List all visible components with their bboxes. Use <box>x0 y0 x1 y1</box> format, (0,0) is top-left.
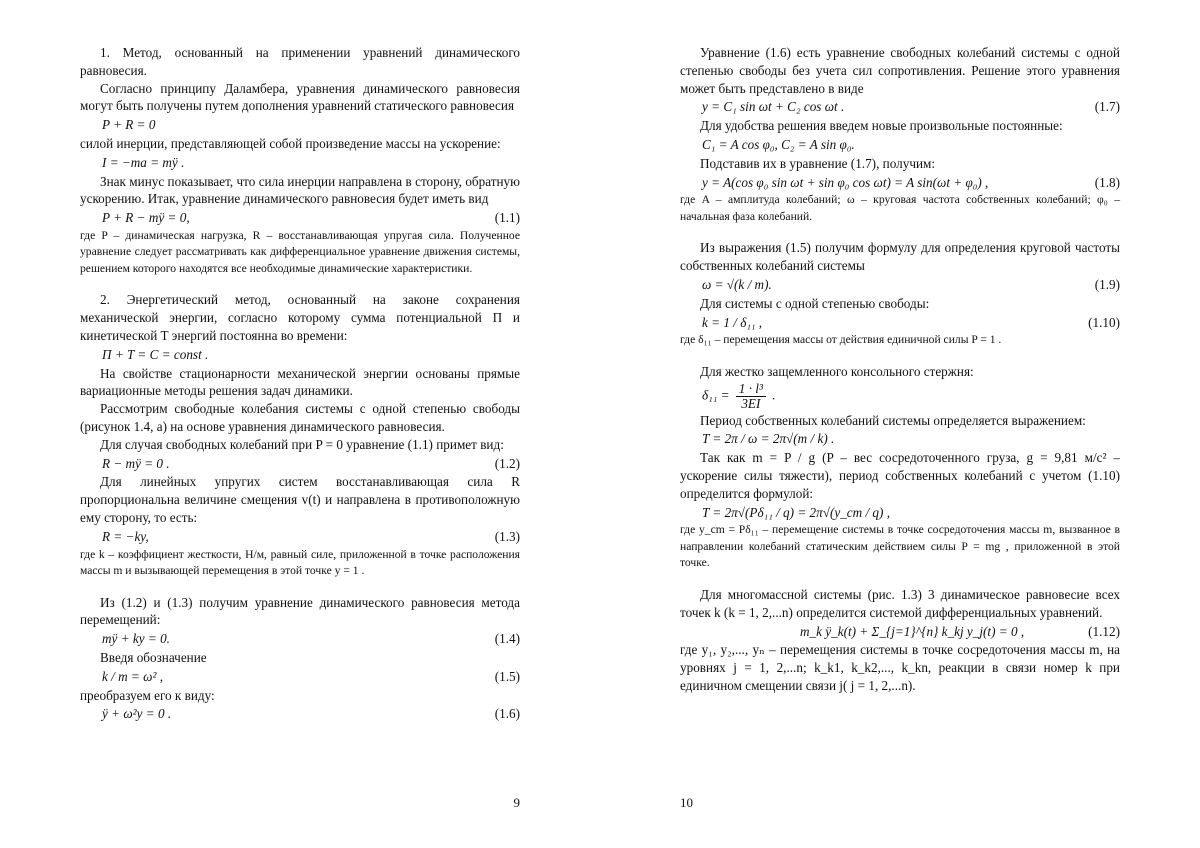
paragraph: Для удобства решения введем новые произвольные постоянные: <box>700 118 1063 134</box>
paragraph: Введя обозначение <box>100 650 207 666</box>
paragraph: где A – амплитуда колебаний; ω – круговая частота собственных колебаний; φ₀ – начальная фаза колебаний. <box>680 193 1120 223</box>
equation: ω = √(k / m). <box>702 276 772 292</box>
paragraph: На свойстве стационарности механической энергии основаны прямые вариационные методы решения задач динамики. <box>80 365 520 399</box>
paragraph: Уравнение (1.6) есть уравнение свободных колебаний системы с одной степенью свободы без учета сил сопротивления. Решение этого уравнения может быть представлено в виде <box>680 45 1120 96</box>
paragraph: Из выражения (1.5) получим формулу для определения круговой частоты собственных колебаний системы <box>680 240 1120 274</box>
equation: T = 2π√(Pδ₁₁ / q) = 2π√(y_cm / q) , <box>702 504 890 520</box>
paragraph: Так как m = P / g (P – вес сосредоточенного груза, g = 9,81 м/с² – ускорение силы тяжести), период собственных колебаний с учетом (1.10) определится формулой: <box>680 450 1120 501</box>
paragraph: 2. Энергетический метод, основанный на законе сохранения механической энергии, согласно которому сумма потенциальной П и кинетической T энергий постоянна во времени: <box>80 292 520 344</box>
page-right <box>680 44 1120 824</box>
page-left <box>80 44 520 824</box>
equation: P + R = 0 <box>102 117 156 133</box>
equation: P + R − mÿ = 0, <box>102 210 190 226</box>
paragraph: Из (1.2) и (1.3) получим уравнение динамического равновесия метода перемещений: <box>80 594 520 628</box>
equation: П + T = C = const . <box>102 346 209 362</box>
equation: k / m = ω² , <box>102 668 163 684</box>
page-number: 10 <box>680 795 693 811</box>
equation-number: (1.2) <box>494 455 520 471</box>
equation-row <box>80 630 520 648</box>
equation-number: (1.9) <box>1094 276 1120 292</box>
equation-number: (1.12) <box>1088 623 1120 639</box>
equation-number: (1.6) <box>494 706 520 722</box>
paragraph: 1. Метод, основанный на применении уравнений динамического равновесия. <box>80 45 520 78</box>
paragraph: где δ₁₁ – перемещения массы от действия единичной силы P = 1 . <box>680 333 1002 347</box>
paragraph: Подставив их в уравнение (1.7), получим: <box>700 155 936 171</box>
equation-row <box>680 623 1120 641</box>
paragraph: Для линейных упругих систем восстанавливающая сила R пропорциональна величине смещения v(t) и направлена в противоположную ему сторону, то есть: <box>80 474 520 526</box>
equation-number: (1.4) <box>494 631 520 647</box>
page-number: 9 <box>513 795 520 811</box>
equation: I = −ma = mÿ . <box>102 154 185 170</box>
equation-row <box>80 209 520 227</box>
equation-row <box>680 98 1120 116</box>
equation-row <box>680 314 1120 332</box>
paragraph: Рассмотрим свободные колебания системы с одной степенью свободы (рисунок 1.4, а) на основе уравнения динамического равновесия. <box>80 401 520 435</box>
equation-number: (1.10) <box>1088 314 1120 330</box>
fraction-denominator: 3EI <box>741 395 761 411</box>
equation-number: (1.3) <box>494 528 520 544</box>
equation: R − mÿ = 0 . <box>102 455 170 471</box>
equation-lhs: δ₁₁ = <box>702 387 730 403</box>
paragraph: Период собственных колебаний системы определяется выражением: <box>700 412 1086 428</box>
equation-number: (1.8) <box>1094 174 1120 190</box>
paragraph: где P – динамическая нагрузка, R – восстанавливающая упругая сила. Полученное уравнение следует рассматривать как дифференциальное уравнение движения системы, решением которого находятся все необходимые динамические характеристики. <box>80 228 520 275</box>
equation <box>680 382 1120 411</box>
equation-row <box>680 174 1120 192</box>
paragraph: силой инерции, представляющей собой произведение массы на ускорение: <box>80 135 501 151</box>
paragraph: Для жестко защемленного консольного стержня: <box>700 363 974 379</box>
paragraph: Знак минус показывает, что сила инерции направлена в сторону, обратную ускорению. Итак, уравнение динамического равновесия будет иметь вид <box>80 173 520 207</box>
equation-row <box>680 276 1120 294</box>
equation-row <box>80 668 520 686</box>
fraction-numerator: 1 · l³ <box>736 382 766 397</box>
equation: T = 2π / ω = 2π√(m / k) . <box>702 431 835 447</box>
equation: y = A(cos φ₀ sin ωt + sin φ₀ cos ωt) = A sin(ωt + φ₀) , <box>702 174 989 190</box>
paragraph: Для системы с одной степенью свободы: <box>700 295 930 311</box>
paragraph: где y₁, y₂,..., yₙ – перемещения системы в точке сосредоточения массы m, на уровнях j = 1, 2,...n; k_k1, k_k2,..., k_kn, реакции в связи номер k при единичном смещении связи j( j = 1, 2,...n). <box>680 642 1120 693</box>
paragraph: преобразуем его к виду: <box>80 687 215 703</box>
equation-end: . <box>772 387 776 403</box>
equation: y = C₁ sin ωt + C₂ cos ωt . <box>702 99 845 115</box>
equation: m_k ÿ_k(t) + Σ_{j=1}^{n} k_kj y_j(t) = 0 , <box>800 623 1025 639</box>
paragraph: где k – коэффициент жесткости, Н/м, равный силе, приложенной в точке расположения массы m и вызывающей перемещения в этой точке y = 1 . <box>80 547 520 578</box>
equation: C₁ = A cos φ₀, C₂ = A sin φ₀. <box>702 136 855 152</box>
equation-number: (1.1) <box>494 210 520 226</box>
equation-row <box>80 455 520 473</box>
paragraph: Для случая свободных колебаний при P = 0 уравнение (1.1) примет вид: <box>100 436 504 452</box>
equation-number: (1.7) <box>1094 99 1120 115</box>
equation: R = −ky, <box>102 528 149 544</box>
equation-number: (1.5) <box>494 668 520 684</box>
equation-row <box>80 528 520 546</box>
paragraph: Для многомассной системы (рис. 1.3) 3 динамическое равновесие всех точек k (k = 1, 2,...n) определится системой дифференциальных уравнений. <box>680 586 1120 620</box>
equation: k = 1 / δ₁₁ , <box>702 314 763 330</box>
fraction <box>736 382 766 411</box>
paragraph: Согласно принципу Даламбера, уравнения динамического равновесия могут быть получены путем дополнения уравнений статического равновесия <box>80 80 520 114</box>
equation: mÿ + ky = 0. <box>102 631 170 647</box>
paragraph: где y_cm = Pδ₁₁ – перемещение системы в точке сосредоточения массы m, вызванное в направлении колебаний статическим действием силы P = mg , приложенной в этой точке. <box>680 523 1120 570</box>
equation: ÿ + ω²y = 0 . <box>102 706 172 722</box>
equation-row <box>80 705 520 723</box>
